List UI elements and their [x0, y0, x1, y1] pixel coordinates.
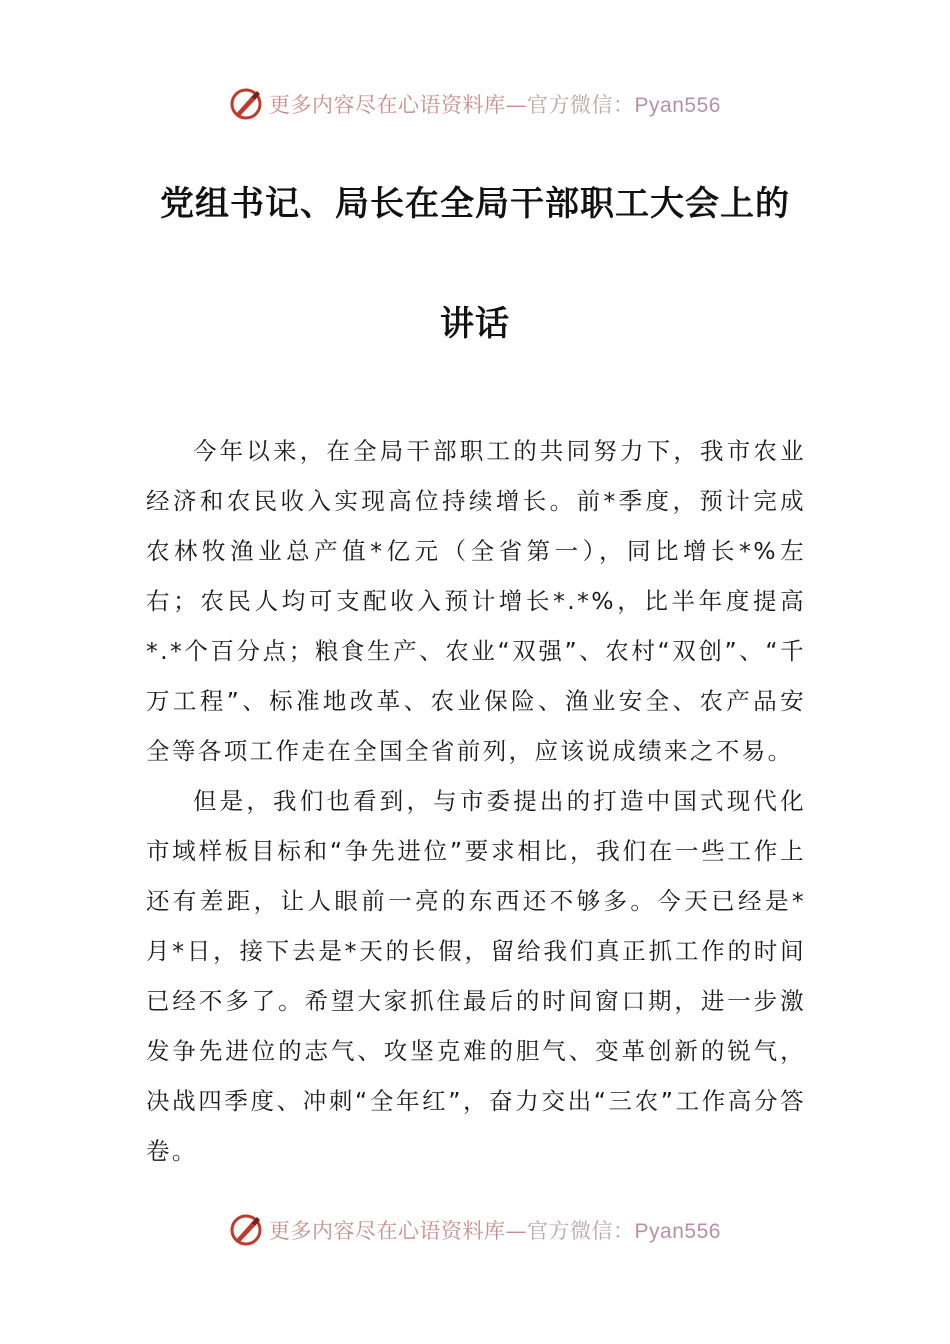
watermark-brand: 更多内容尽在心语资料库 [269, 1219, 506, 1243]
watermark-footer [0, 1210, 950, 1250]
pen-circle-logo-icon [229, 87, 263, 121]
watermark-dash: — [505, 1219, 528, 1243]
watermark-handle: Pyan556 [634, 94, 721, 117]
paragraph-1: 今年以来，在全局干部职工的共同努力下，我市农业经济和农民收入实现高位持续增长。前*季度，预计完成农林牧渔业总产值*亿元（全省第一），同比增长*%左右；农民人均可支配收入预计增长*.*%，比半年度提高*.*个百分点；粮食生产、农业“双强”、农村“双创”、“千万工程”、标准地改革、农业保险、渔业安全、农产品安全等各项工作走在全国全省前列，应该说成绩来之不易。 [146, 437, 806, 765]
document-title-line2: 讲话 [440, 304, 510, 344]
paragraph-2: 但是，我们也看到，与市委提出的打造中国式现代化市域样板目标和“争先进位”要求相比，我们在一些工作上还有差距，让人眼前一亮的东西还不够多。今天已经是*月*日，接下去是*天的长假，留给我们真正抓工作的时间已经不多了。希望大家抓住最后的时间窗口期，进一步激发争先进位的志气、攻坚克难的胆气、变革创新的锐气，决战四季度、冲刺“全年红”，奋力交出“三农”工作高分答卷。 [146, 787, 806, 1165]
watermark-brand: 更多内容尽在心语资料库 [269, 93, 506, 117]
watermark-text [269, 89, 721, 119]
watermark-text [269, 1215, 721, 1245]
watermark-dash: — [505, 93, 528, 117]
watermark-label: 官方微信： [527, 93, 635, 117]
watermark-handle: Pyan556 [634, 1220, 721, 1243]
watermark-label: 官方微信： [527, 1219, 635, 1243]
document-title-line1: 党组书记、局长在全局干部职工大会上的 [160, 184, 790, 224]
document-body [146, 426, 806, 1176]
pen-circle-logo-icon [229, 1213, 263, 1247]
watermark-header [0, 84, 950, 124]
